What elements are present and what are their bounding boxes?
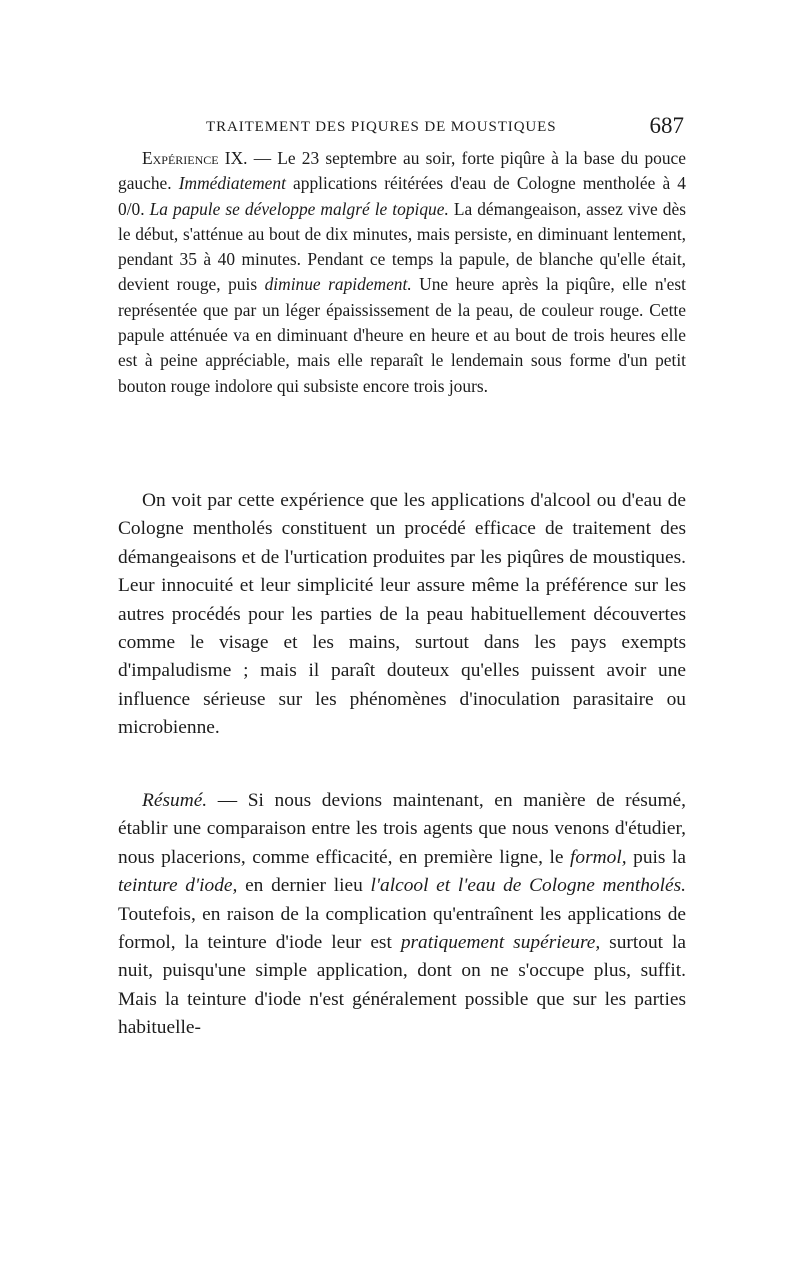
resume-text-4: Toutefois, en raison de la complication qu'entraînent les applications de formol, la teinture d'iode leur est [118, 903, 686, 954]
conclusion-paragraph: On voit par cette expérience que les applications d'alcool ou d'eau de Cologne mentholés constituent un procédé efficace de traitement des démangeaisons et de l'urtication produites par les piqûres de moustiques. Leur innocuité et leur simplicité leur assure même la préférence sur les autres procédés pour les parties de la peau habituellement découvertes comme le visage et les mains, surtout dans les pays exempts d'impaludisme ; mais il paraît douteux qu'elles puissent avoir une influence sérieuse sur les phénomènes d'inoculation parasitaire ou microbienne. [118, 490, 686, 739]
resume-text-3: en dernier lieu [237, 875, 371, 897]
experience-italic-3: diminue rapidement. [264, 274, 412, 295]
resume-label: Résumé. [142, 790, 208, 811]
page-header [118, 113, 686, 143]
resume-text-1: — Si nous devions maintenant, en manière de résumé, établir une comparaison entre les trois agents que nous venons d'étudier, nous placerions, comme efficacité, en première ligne, le [118, 790, 686, 868]
resume-paragraph [118, 787, 686, 1043]
experience-italic-2: La papule se développe malgré le topique. [149, 198, 449, 219]
experience-paragraph [118, 146, 686, 399]
experience-italic-1: Immédiatement [178, 173, 286, 194]
experience-text-3: La démangeaison, assez vive dès le début, s'atténue au bout de dix minutes, mais persiste, en diminuant lentement, pendant 35 à 40 minutes. Pendant ce temps la papule, de blanche qu'elle était, devient rouge, puis [118, 198, 686, 295]
experience-text-1: — Le 23 septembre au soir, forte piqûre à la base du pouce gauche. [118, 148, 686, 194]
page-number: 687 [649, 113, 684, 138]
book-page [118, 0, 686, 1262]
resume-italic-2: teinture d'iode, [118, 875, 238, 897]
running-title: TRAITEMENT DES PIQURES DE MOUSTIQUES [206, 119, 557, 135]
resume-text-5: surtout la nuit, puisqu'une simple application, dont on ne s'occupe plus, suffit. Mais la teinture d'iode n'est généralement possible que sur les parties habituelle- [118, 932, 686, 1039]
resume-italic-3: l'alcool et l'eau de Cologne mentholés. [370, 875, 686, 897]
experience-label: Expérience IX. [142, 148, 248, 168]
resume-text-2: puis la [626, 846, 686, 868]
resume-italic-4: pratiquement supérieure, [400, 932, 601, 954]
experience-text-4: Une heure après la piqûre, elle n'est représentée que par un léger épaississement de la peau, de couleur rouge. Cette papule atténuée va en diminuant d'heure en heure et au bout de trois heures elle est à peine appréciable, mais elle reparaît le lendemain sous forme d'un petit bouton rouge indolore qui subsiste encore trois jours. [118, 274, 686, 396]
resume-italic-1: formol, [570, 846, 627, 868]
experience-text-2: applications réitérées d'eau de Cologne mentholée à 4 0/0. [118, 173, 686, 219]
